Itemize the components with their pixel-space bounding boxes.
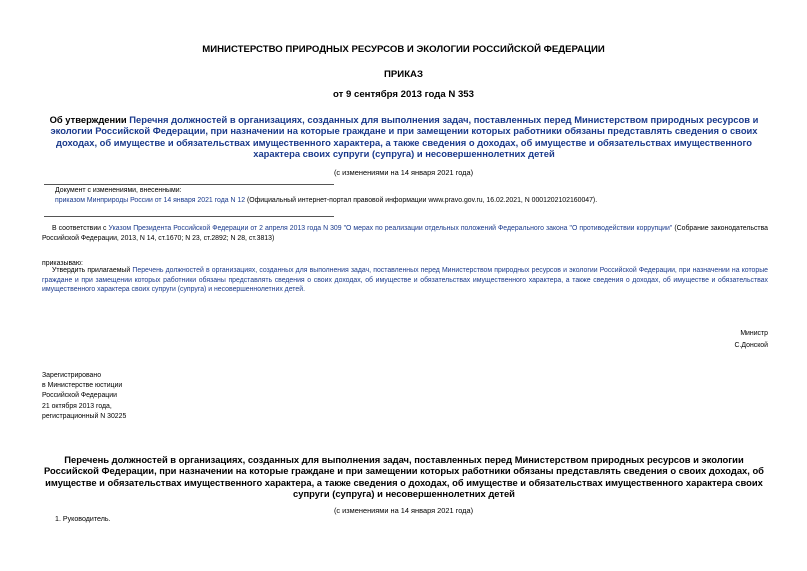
approval-prefix: Утвердить прилагаемый: [52, 267, 133, 274]
divider-bottom: [44, 216, 334, 217]
doc-type-heading: ПРИКАЗ: [384, 69, 423, 80]
preamble-prefix: В соответствии с: [52, 225, 109, 232]
amendments-note: (с изменениями на 14 января 2021 года): [333, 168, 474, 177]
signatory-name: С.Донской: [734, 341, 768, 349]
presidential-decree-link[interactable]: Указом Президента Российской Федерации от 2 апреля 2013 года N 309 "О мерах по реализации отдельных положений Федерального закона "О противодействии коррупции": [108, 225, 673, 232]
registration-line: Зарегистрировано: [42, 372, 102, 379]
registration-line: 21 октября 2013 года,: [42, 402, 112, 410]
list-item: 1. Руководитель.: [55, 515, 111, 523]
signature-block: [735, 328, 769, 351]
position-list-link[interactable]: Перечень должностей в организациях, созданных для выполнения задач, поставленных перед Министерством природных ресурсов и экологии Российской Федерации, при назначении на которые граждане и при замещении которых работники обязаны представлять сведения о своих доходах, об имуществе и обязательствах имущественного характера, а также сведения о доходах, об имуществе и обязательствах имущественного характера своих супруги (супруга) и несовершеннолетних детей.: [42, 267, 768, 294]
doc-changes-entry: [55, 196, 597, 206]
order-title-link[interactable]: Перечня должностей в организациях, созданных для выполнения задач, поставленных перед Министерством природных ресурсов и экологии Российской Федерации, при назначении на которые граждане и при замещении которых работники обязаны представлять сведения о своих доходах, об имуществе и обязательствах имущественного характера, а также сведения о доходах, об имуществе и обязательствах имущественного характера своих супруги (супруга) и несовершеннолетних детей: [50, 114, 759, 160]
preamble-suffix: (Собрание законодательства Российской Федерации, 2013, N 14, ст.1670; N 23, ст.2892; N 28, ст.3813): [42, 225, 769, 242]
registration-line: в Министерстве юстиции: [42, 382, 123, 390]
signatory-position: Министр: [740, 330, 768, 337]
order-title: [44, 114, 764, 160]
amending-order-source: (Официальный интернет-портал правовой информации www.pravo.gov.ru, 16.02.2021, N 0001202102160047).: [245, 197, 598, 204]
list-title: Перечень должностей в организациях, созданных для выполнения задач, поставленных перед Министерством природных ресурсов и экологии Российской Федерации, при назначении на которые граждане и при замещении которых работники обязаны представлять сведения о своих доходах, об имуществе и обязательствах имущественного характера, а также сведения о доходах, об имуществе и обязательствах имущественного характера своих супруги (супруга) и несовершеннолетних детей: [44, 454, 764, 500]
order-title-prefix: Об утверждении: [49, 114, 130, 125]
divider-top: [44, 184, 334, 185]
doc-changes-label: Документ с изменениями, внесенными:: [55, 187, 182, 194]
preamble-paragraph: [42, 224, 768, 243]
approval-paragraph: [42, 266, 768, 295]
order-word: приказываю:: [42, 260, 83, 267]
registration-line: регистрационный N 30225: [42, 412, 127, 420]
date-number-heading: от 9 сентября 2013 года N 353: [333, 89, 474, 100]
ministry-heading: МИНИСТЕРСТВО ПРИРОДНЫХ РЕСУРСОВ И ЭКОЛОГИИ РОССИЙСКОЙ ФЕДЕРАЦИИ: [202, 44, 605, 55]
registration-line: Российской Федерации: [42, 392, 117, 400]
amending-order-link[interactable]: приказом Минприроды России от 14 января 2021 года N 12: [55, 197, 246, 204]
registration-block: [42, 371, 126, 422]
list-amendments-note: (с изменениями на 14 января 2021 года): [333, 506, 474, 515]
